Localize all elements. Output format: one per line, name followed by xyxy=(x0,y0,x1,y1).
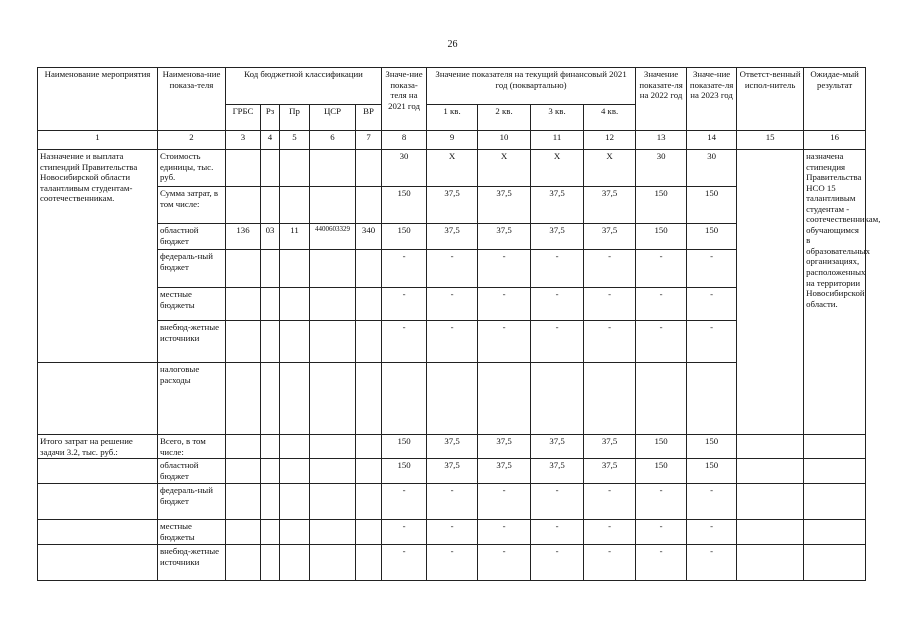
q4-value xyxy=(584,363,636,435)
q1-value: - xyxy=(427,545,478,581)
q4-value: - xyxy=(584,520,636,545)
csr-cell xyxy=(310,250,356,288)
value-2022: 150 xyxy=(636,435,687,459)
header-expected-result: Ожидае-мый результат xyxy=(804,68,866,131)
vr-cell xyxy=(356,187,382,224)
indicator-name: местные бюджеты xyxy=(158,288,226,321)
indicator-name: Всего, в том числе: xyxy=(158,435,226,459)
value-2023: 150 xyxy=(687,459,737,484)
q3-value: X xyxy=(531,150,584,187)
indicator-name: федераль-ный бюджет xyxy=(158,250,226,288)
q2-value: 37,5 xyxy=(478,187,531,224)
vr-cell: 340 xyxy=(356,224,382,250)
header-grbs: ГРБС xyxy=(226,105,261,131)
column-number: 4 xyxy=(261,131,280,150)
column-number: 1 xyxy=(38,131,158,150)
indicator-name: областной бюджет xyxy=(158,459,226,484)
value-2022: - xyxy=(636,520,687,545)
indicator-name: внебюд-жетные источники xyxy=(158,321,226,363)
value-2023: - xyxy=(687,250,737,288)
value-2023 xyxy=(687,363,737,435)
page-number: 26 xyxy=(447,39,458,50)
grbs-cell xyxy=(226,363,261,435)
header-pr: Пр xyxy=(280,105,310,131)
table-row xyxy=(38,459,866,484)
grbs-cell xyxy=(226,321,261,363)
value-2023: 150 xyxy=(687,187,737,224)
q4-value: - xyxy=(584,545,636,581)
q4-value: X xyxy=(584,150,636,187)
header-csr: ЦСР xyxy=(310,105,356,131)
q3-value: 37,5 xyxy=(531,187,584,224)
value-2021: 150 xyxy=(382,459,427,484)
q3-value: - xyxy=(531,250,584,288)
q3-value: - xyxy=(531,545,584,581)
pr-cell: 11 xyxy=(280,224,310,250)
q2-value: - xyxy=(478,520,531,545)
value-2022: - xyxy=(636,288,687,321)
grbs-cell xyxy=(226,288,261,321)
rz-cell xyxy=(261,288,280,321)
header-vr: ВР xyxy=(356,105,382,131)
header-responsible: Ответст-венный испол-нитель xyxy=(737,68,804,131)
q1-value: - xyxy=(427,321,478,363)
q3-value: 37,5 xyxy=(531,224,584,250)
column-number: 8 xyxy=(382,131,427,150)
rz-cell xyxy=(261,150,280,187)
header-budget-code: Код бюджетной классификации xyxy=(226,68,382,105)
pr-cell xyxy=(280,250,310,288)
column-number: 6 xyxy=(310,131,356,150)
csr-cell xyxy=(310,150,356,187)
q2-value: - xyxy=(478,288,531,321)
q1-value: 37,5 xyxy=(427,187,478,224)
value-2023: - xyxy=(687,520,737,545)
q2-value: - xyxy=(478,250,531,288)
header-row-1 xyxy=(38,68,866,105)
q1-value xyxy=(427,363,478,435)
value-2021: - xyxy=(382,520,427,545)
indicator-name: федераль-ный бюджет xyxy=(158,484,226,520)
csr-cell xyxy=(310,187,356,224)
column-number: 11 xyxy=(531,131,584,150)
q1-value: 37,5 xyxy=(427,459,478,484)
value-2023: - xyxy=(687,484,737,520)
header-event: Наименование мероприятия xyxy=(38,68,158,131)
q2-value: 37,5 xyxy=(478,224,531,250)
q3-value: 37,5 xyxy=(531,459,584,484)
q1-value: 37,5 xyxy=(427,224,478,250)
value-2021: 150 xyxy=(382,435,427,459)
pr-cell xyxy=(280,363,310,435)
q1-value: - xyxy=(427,520,478,545)
q3-value: 37,5 xyxy=(531,435,584,459)
value-2023: - xyxy=(687,321,737,363)
indicator-name: областной бюджет xyxy=(158,224,226,250)
value-2023: - xyxy=(687,545,737,581)
pr-cell xyxy=(280,187,310,224)
value-2022: - xyxy=(636,250,687,288)
grbs-cell xyxy=(226,150,261,187)
q4-value: - xyxy=(584,484,636,520)
header-value-2023: Значе-ние показате-ля на 2023 год xyxy=(687,68,737,131)
vr-cell xyxy=(356,150,382,187)
header-q4: 4 кв. xyxy=(584,105,636,131)
q4-value: - xyxy=(584,321,636,363)
grbs-cell xyxy=(226,250,261,288)
table-row xyxy=(38,545,866,581)
q3-value xyxy=(531,363,584,435)
pr-cell xyxy=(280,288,310,321)
value-2022: - xyxy=(636,545,687,581)
value-2022: 30 xyxy=(636,150,687,187)
q2-value: X xyxy=(478,150,531,187)
grbs-cell xyxy=(226,187,261,224)
indicator-name: местные бюджеты xyxy=(158,520,226,545)
rz-cell xyxy=(261,187,280,224)
budget-table xyxy=(37,67,881,581)
grbs-cell: 136 xyxy=(226,224,261,250)
value-2022: - xyxy=(636,484,687,520)
value-2022: 150 xyxy=(636,224,687,250)
header-indicator: Наименова-ние показа-теля xyxy=(158,68,226,131)
q2-value: 37,5 xyxy=(478,435,531,459)
column-number: 10 xyxy=(478,131,531,150)
q3-value: - xyxy=(531,520,584,545)
value-2023: - xyxy=(687,288,737,321)
value-2023: 150 xyxy=(687,435,737,459)
header-q2: 2 кв. xyxy=(478,105,531,131)
vr-cell xyxy=(356,363,382,435)
value-2021: 150 xyxy=(382,187,427,224)
q4-value: - xyxy=(584,288,636,321)
q2-value: - xyxy=(478,484,531,520)
q4-value: 37,5 xyxy=(584,435,636,459)
q2-value: 37,5 xyxy=(478,459,531,484)
value-2022 xyxy=(636,363,687,435)
q1-value: X xyxy=(427,150,478,187)
q4-value: 37,5 xyxy=(584,459,636,484)
column-number: 15 xyxy=(737,131,804,150)
value-2023: 30 xyxy=(687,150,737,187)
q4-value: 37,5 xyxy=(584,187,636,224)
column-number: 16 xyxy=(804,131,866,150)
q2-value: - xyxy=(478,545,531,581)
csr-cell xyxy=(310,288,356,321)
value-2021: - xyxy=(382,321,427,363)
vr-cell xyxy=(356,321,382,363)
csr-cell xyxy=(310,321,356,363)
column-number: 3 xyxy=(226,131,261,150)
value-2023: 150 xyxy=(687,224,737,250)
q3-value: - xyxy=(531,288,584,321)
column-number: 5 xyxy=(280,131,310,150)
value-2021: - xyxy=(382,484,427,520)
q3-value: - xyxy=(531,321,584,363)
rz-cell: 03 xyxy=(261,224,280,250)
indicator-name: налоговые расходы xyxy=(158,363,226,435)
rz-cell xyxy=(261,250,280,288)
event-name: Назначение и выплата стипендий Правительства Новосибирской области талантливым студентам-соотечественникам. xyxy=(38,150,158,363)
responsible-cell xyxy=(737,150,804,435)
value-2021: - xyxy=(382,545,427,581)
column-number-row xyxy=(38,131,866,150)
q1-value: - xyxy=(427,288,478,321)
table-row xyxy=(38,435,866,459)
table-row xyxy=(38,484,866,520)
pr-cell xyxy=(280,150,310,187)
column-number: 2 xyxy=(158,131,226,150)
q1-value: - xyxy=(427,250,478,288)
vr-cell xyxy=(356,250,382,288)
csr-cell xyxy=(310,363,356,435)
column-number: 13 xyxy=(636,131,687,150)
q4-value: 37,5 xyxy=(584,224,636,250)
table-row xyxy=(38,520,866,545)
rz-cell xyxy=(261,321,280,363)
value-2021 xyxy=(382,363,427,435)
total-title: Итого затрат на решение задачи 3.2, тыс. руб.: xyxy=(38,435,158,459)
q2-value xyxy=(478,363,531,435)
header-rz: Рз xyxy=(261,105,280,131)
value-2022: 150 xyxy=(636,459,687,484)
indicator-name: Сумма затрат, в том числе: xyxy=(158,187,226,224)
column-number: 12 xyxy=(584,131,636,150)
column-number: 14 xyxy=(687,131,737,150)
header-q1: 1 кв. xyxy=(427,105,478,131)
q1-value: 37,5 xyxy=(427,435,478,459)
q1-value: - xyxy=(427,484,478,520)
column-number: 7 xyxy=(356,131,382,150)
q3-value: - xyxy=(531,484,584,520)
header-q3: 3 кв. xyxy=(531,105,584,131)
pr-cell xyxy=(280,321,310,363)
header-value-2021: Значе-ние показа-теля на 2021 год xyxy=(382,68,427,131)
value-2021: 30 xyxy=(382,150,427,187)
event-name-empty xyxy=(38,363,158,435)
indicator-name: Стоимость единицы, тыс. руб. xyxy=(158,150,226,187)
rz-cell xyxy=(261,363,280,435)
value-2022: - xyxy=(636,321,687,363)
value-2021: 150 xyxy=(382,224,427,250)
vr-cell xyxy=(356,288,382,321)
csr-cell: 4400603329 xyxy=(310,224,356,250)
expected-result: назначена стипендия Правительства НСО 15 талантливым студентам - соотечественникам, обучающимся в образовательных организациях, расположенных на территории Новосибирской области. xyxy=(804,150,866,435)
indicator-name: внебюд-жетные источники xyxy=(158,545,226,581)
column-number: 9 xyxy=(427,131,478,150)
value-2022: 150 xyxy=(636,187,687,224)
q2-value: - xyxy=(478,321,531,363)
value-2021: - xyxy=(382,250,427,288)
table-row xyxy=(38,150,866,187)
header-value-2022: Значение показате-ля на 2022 год xyxy=(636,68,687,131)
header-current-year: Значение показателя на текущий финансовый 2021 год (поквартально) xyxy=(427,68,636,105)
value-2021: - xyxy=(382,288,427,321)
q4-value: - xyxy=(584,250,636,288)
